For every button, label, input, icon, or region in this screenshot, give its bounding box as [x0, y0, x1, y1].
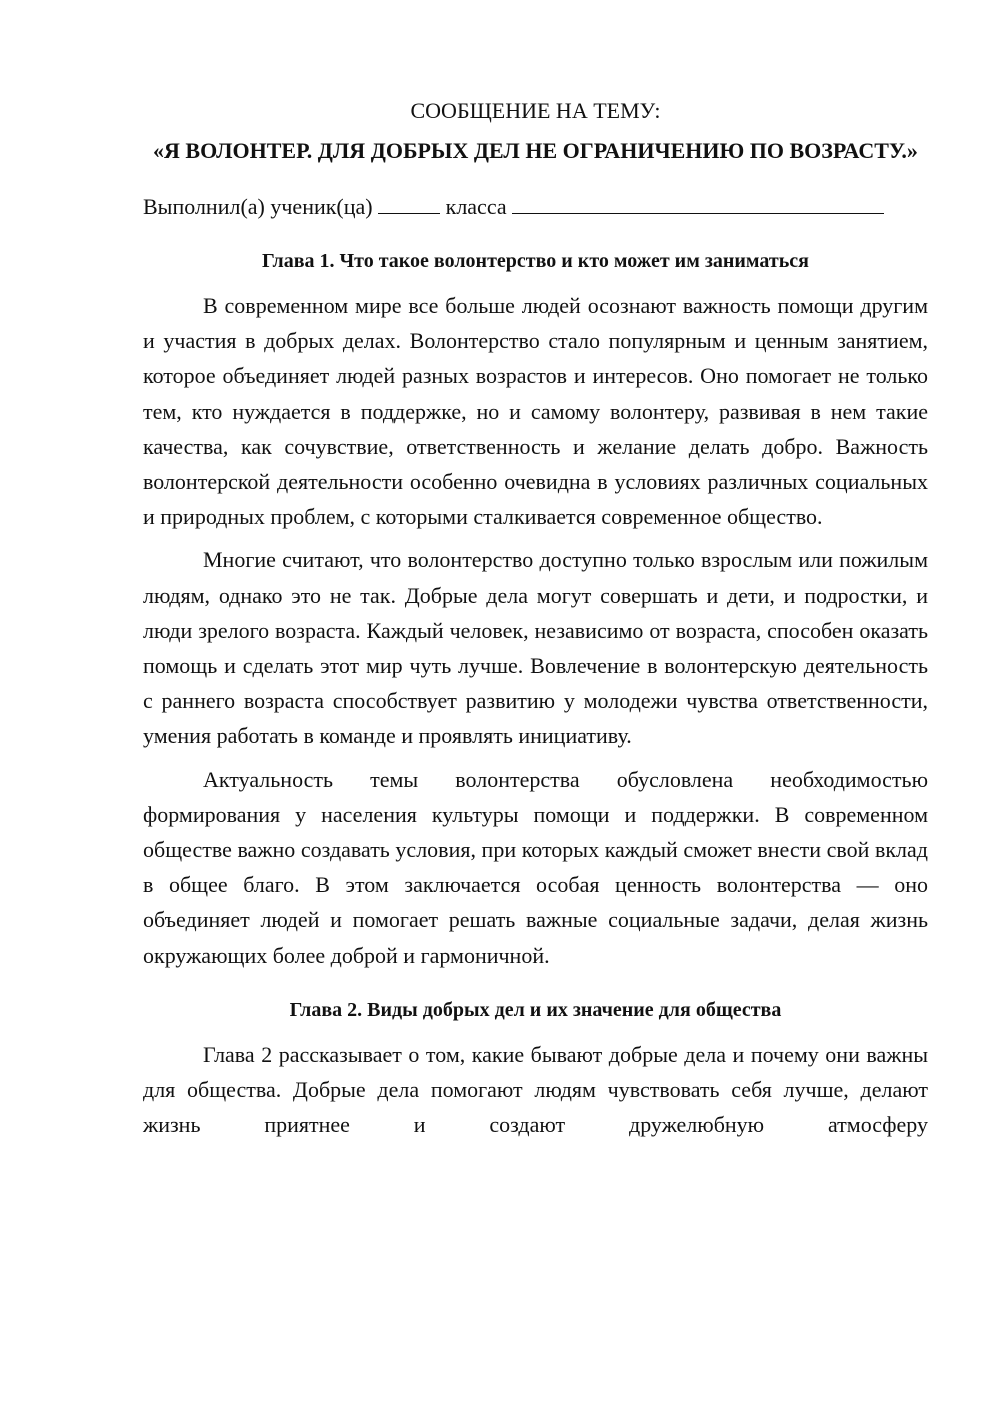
- class-blank: [378, 193, 440, 214]
- chapter-2-paragraph: Глава 2 рассказывает о том, какие бывают добрые дела и почему они важны для общества. Добрые дела помогают людям чувствовать себя лучше, делают жизнь приятнее и создают дружелюбную атмосферу: [143, 1041, 928, 1138]
- document-subject: СООБЩЕНИЕ НА ТЕМУ:: [410, 98, 661, 123]
- chapter-1-paragraph: В современном мире все больше людей осознают важность помощи другим и участия в добрых делах. Волонтерство стало популярным и ценным занятием, которое объединяет людей разных возрастов и интересов. Оно помогает не только тем, кто нуждается в поддержке, но и самому волонтеру, развивая в нем такие качества, как сочувствие, ответственность и желание делать добро. Важность волонтерской деятельности особенно очевидна в условиях различных социальных и природных проблем, с которыми сталкивается современное общество.: [143, 293, 928, 530]
- document-page: [143, 94, 928, 1150]
- chapter-1-paragraph: Многие считают, что волонтерство доступно только взрослым или пожилым людям, однако это не так. Добрые дела могут совершать и дети, и подростки, и люди зрелого возраста. Каждый человек, независимо от возраста, способен оказать помощь и сделать этот мир чуть лучше. Вовлечение в волонтерскую деятельность с раннего возраста способствует развитию у молодежи чувства ответственности, умения работать в команде и проявлять инициативу.: [143, 547, 928, 749]
- author-middle: класса: [445, 194, 507, 219]
- document-title: «Я ВОЛОНТЕР. ДЛЯ ДОБРЫХ ДЕЛ НЕ ОГРАНИЧЕНИЮ ПО ВОЗРАСТУ.»: [153, 138, 918, 163]
- author-prefix: Выполнил(а) ученик(ца): [143, 194, 373, 219]
- author-line: [143, 190, 928, 224]
- chapter-1-paragraph: Актуальность темы волонтерства обусловлена необходимостью формирования у населения культуры помощи и поддержки. В современном обществе важно создавать условия, при которых каждый сможет внести свой вклад в общее благо. В этом заключается особая ценность волонтерства — оно объединяет людей и помогает решать важные социальные задачи, делая жизнь окружающих более доброй и гармоничной.: [143, 766, 928, 968]
- chapter-2-title: Глава 2. Виды добрых дел и их значение для общества: [289, 998, 782, 1021]
- name-blank: [512, 193, 884, 214]
- chapter-1-title: Глава 1. Что такое волонтерство и кто может им заниматься: [262, 250, 809, 272]
